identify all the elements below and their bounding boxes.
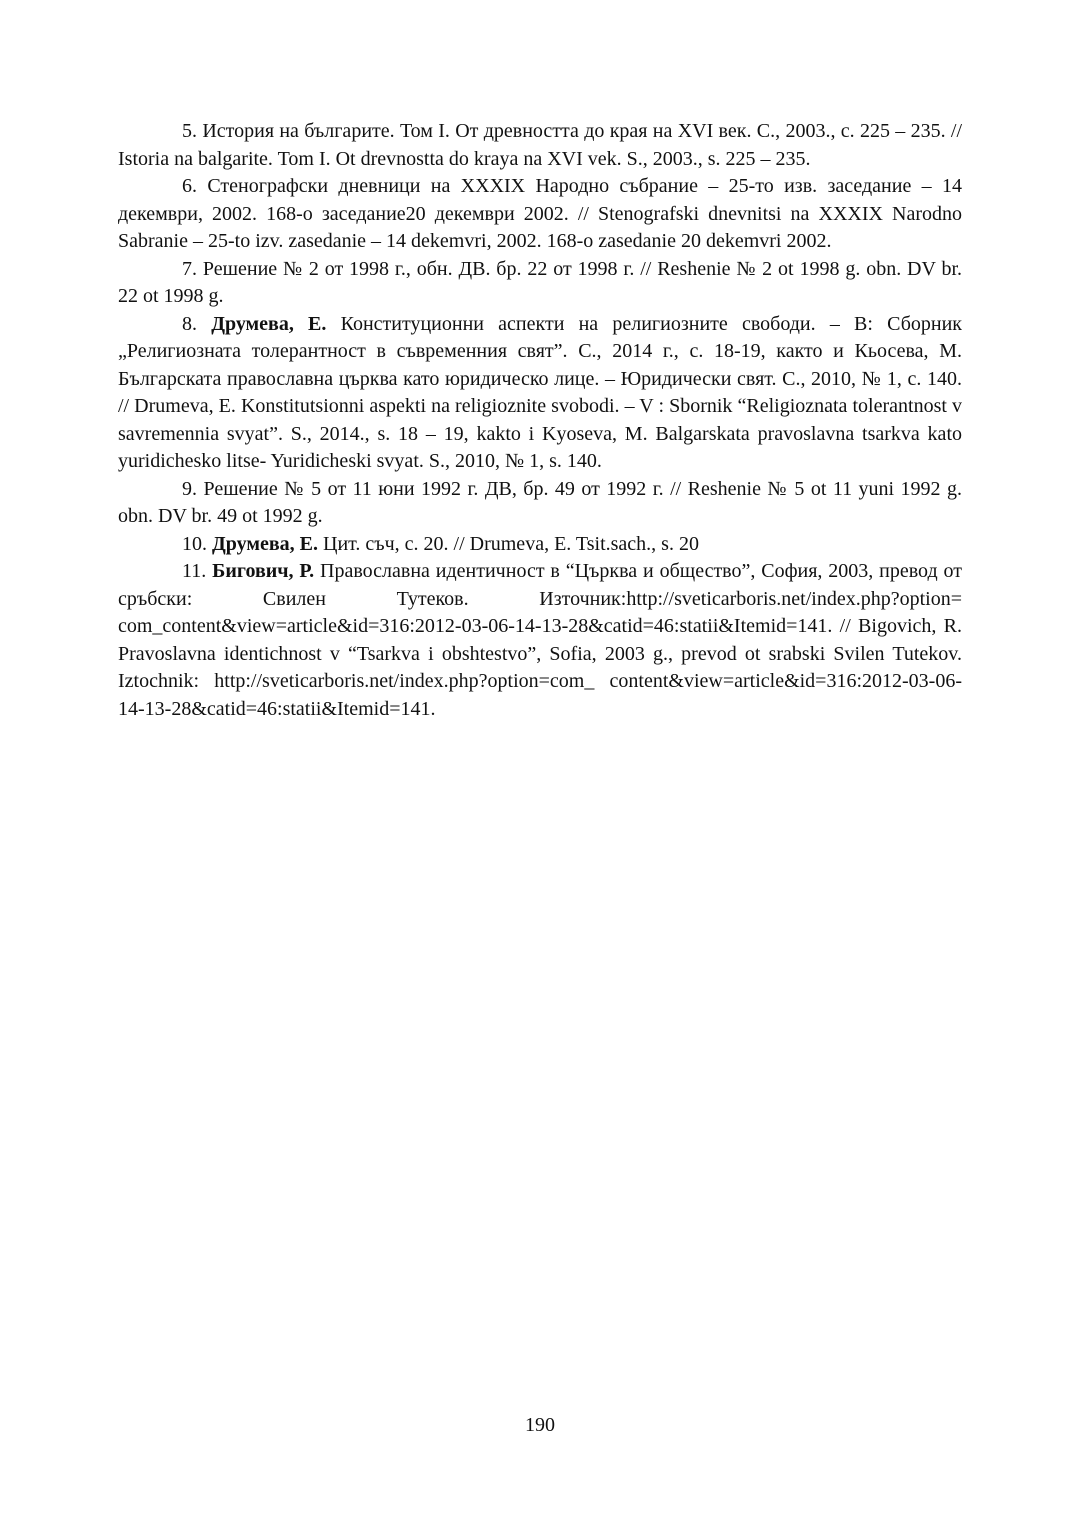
page-number: 190 xyxy=(525,1414,555,1436)
footnote-10 xyxy=(118,531,962,559)
footnote-number: 5. xyxy=(182,120,197,142)
footnote-author: Друмева, Е. xyxy=(211,312,327,335)
footnote-5 xyxy=(118,118,962,173)
footnote-number: 6. xyxy=(182,175,197,197)
footnote-author: Бигович, Р. xyxy=(212,560,315,582)
footnote-11 xyxy=(118,558,962,723)
footnote-text: Православна идентичност в “Църква и общество”, София, 2003, превод от сръбски: Свилен Тутеков. Източник:http://sveticarboris.net/index.php?option= com_content&view=article&id=316:2012-03-06-14-13-28&catid=46:statii&Itemid=141. // Bigovich, R. Pravoslavna identichnost v “Tsarkva i obshtestvo”, Sofia, 2003 g., prevod ot srabski Svilen Tutekov. Iztochnik: http://sveticarboris.net/index.php?option=com_ content&view=article&id=316:2012-03-06-14-13-28&catid=46:statii&Itemid=141. xyxy=(118,560,962,720)
footnote-text: Стенографски дневници на XXXIX Народно събрание – 25-то изв. заседание – 14 декември, 2002. 168-о заседание20 декември 2002. // Stenografski dnevnitsi na XXXIX Narodno Sabranie – 25-to izv. zasedanie – 14 dekemvri, 2002. 168-o zasedanie 20 dekemvri 2002. xyxy=(118,175,963,252)
footnote-number: 8. xyxy=(182,312,197,335)
footnote-number: 11. xyxy=(182,560,213,582)
footnote-6 xyxy=(118,173,962,256)
footnote-text: Решение № 5 от 11 юни 1992 г. ДВ, бр. 49 от 1992 г. // Reshenie № 5 ot 11 yuni 1992 g. obn. DV br. 49 ot 1992 g. xyxy=(118,477,963,527)
footnote-7 xyxy=(118,256,962,311)
footnote-9 xyxy=(118,476,962,531)
footnote-text: Решение № 2 от 1998 г., обн. ДВ. бр. 22 от 1998 г. // Reshenie № 2 ot 1998 g. obn. DV br. 22 ot 1998 g. xyxy=(118,257,962,307)
footnote-text: Конституционни аспекти на религиозните свободи. – В: Сборник „Религиозната толерантност в съвременния свят”. С., 2014 г., с. 18-19, както и Кьосева, М. Българската православна църква като юридическо лице. – Юридически свят. С., 2010, № 1, с. 140. // Drumeva, E. Konstitutsionni aspekti na religioznite svobodi. – V : Sbornik “Religioznata tolerantnost v savremennia svyat”. S., 2014., s. 18 – 19, kakto i Kyoseva, M. Balgarskata pravoslavna tsarkva kato yuridichesko litse- Yuridicheski svyat. S., 2010, № 1, s. 140. xyxy=(118,312,963,472)
footnote-number: 7. xyxy=(182,257,197,280)
footnote-text: Цит. съч, с. 20. // Drumeva, E. Tsit.sach., s. 20 xyxy=(323,532,699,555)
footnote-8 xyxy=(118,311,962,476)
footnote-number: 10. xyxy=(182,532,207,555)
footnotes-list xyxy=(118,118,962,723)
footnote-text: История на българите. Том I. От древността до края на XVI век. С., 2003., с. 225 – 235. // Istoria na balgarite. Tom I. Ot drevnostta do kraya na XVI vek. S., 2003., s. 225 – 235. xyxy=(118,120,963,170)
footnote-number: 9. xyxy=(182,477,197,500)
footnote-author: Друмева, Е. xyxy=(212,532,318,555)
